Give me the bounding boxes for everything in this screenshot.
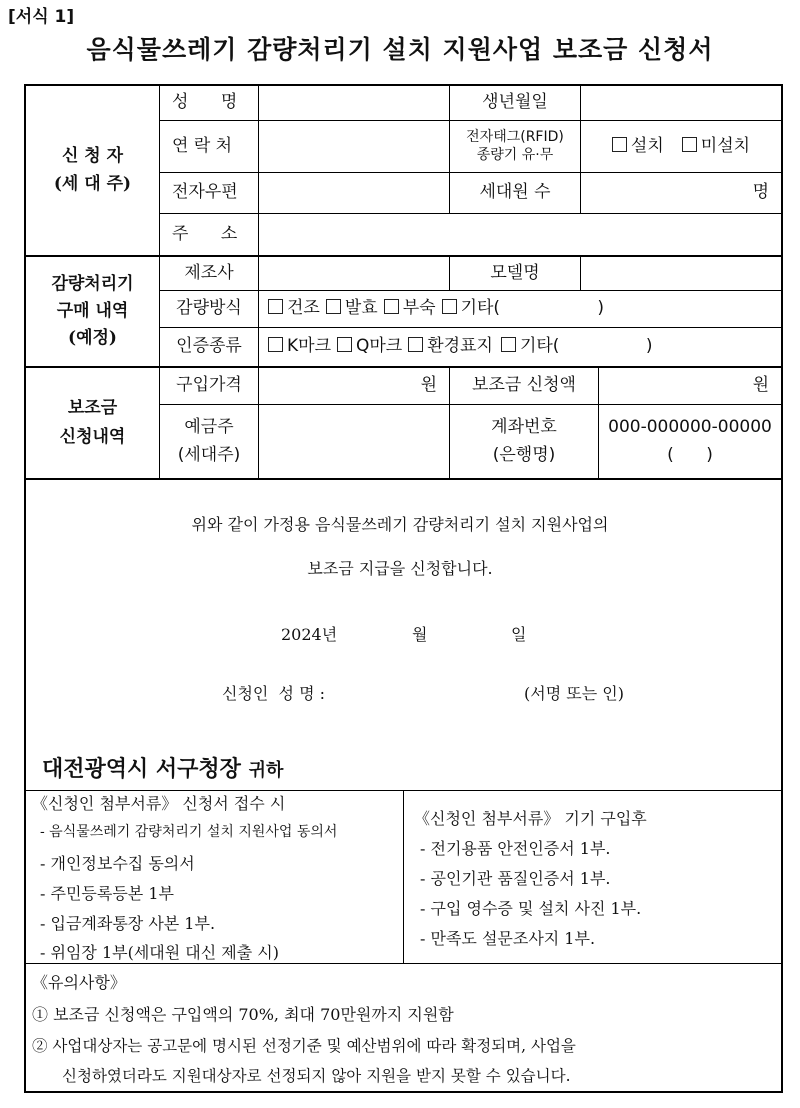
household-count-label: 세대원 수 [479,182,551,203]
request-label: 보조금 신청액 [472,375,576,396]
bank-name: ( ) [667,444,713,465]
attachment-item: - 공인기관 품질인증서 1부. [420,869,611,888]
model-field[interactable] [581,257,781,290]
attachment-item: - 음식물쓰레기 감량처리기 설치 지원사업 동의서 [40,824,338,840]
attachments-left-header: 《신청인 첨부서류》 신청서 접수 시 [32,794,286,813]
model-label: 모델명 [490,262,540,283]
cert-option-eco[interactable] [408,336,493,357]
declaration-line1: 위와 같이 가정용 음식물쓰레기 감량처리기 설치 지원사업의 [191,515,609,534]
attachment-item: - 전기용품 안전인증서 1부. [420,839,611,858]
date-year: 2024년 [281,625,338,644]
method-option-other-label: 기타( ) [460,298,604,319]
method-option-ferment-label: 발효 [344,298,378,319]
subsidy-section-line1: 보조금 [67,398,118,419]
address-field[interactable] [259,214,781,255]
phone-label: 연 락 처 [172,135,233,156]
checkbox-icon[interactable] [337,337,352,352]
account-label [450,405,598,478]
holder-label-line2: (세대주) [177,444,241,465]
recipient-suffix: 귀하 [248,760,284,781]
method-option-dry[interactable] [268,298,320,319]
email-field[interactable] [259,173,449,213]
attachment-item: - 개인정보수집 동의서 [40,854,195,873]
request-unit: 원 [752,375,769,396]
maker-label: 제조사 [184,262,234,283]
attachment-item: - 구입 영수증 및 설치 사진 1부. [420,899,642,918]
account-number: 000-000000-00000 [608,417,772,438]
cert-options [268,328,781,366]
attachment-item: - 만족도 설문조사지 1부. [420,929,596,948]
cert-label: 인증종류 [176,336,242,357]
declaration-line2: 보조금 지급을 신청합니다. [307,559,493,578]
checkbox-icon[interactable] [501,337,516,352]
checkbox-icon[interactable] [326,299,341,314]
attachment-item: - 입금계좌통장 사본 1부. [40,914,216,933]
signer-name-field[interactable] [380,676,510,704]
attachments-right-header: 《신청인 첨부서류》 기기 구입후 [414,809,647,828]
name-label: 성 명 [172,92,238,113]
purchase-section-label [26,257,159,366]
rfid-installed-option[interactable] [612,136,664,157]
checkbox-icon[interactable] [408,337,423,352]
cert-option-k-label: K마크 [287,336,331,357]
checkbox-icon[interactable] [268,337,283,352]
rfid-not-installed-option[interactable] [682,136,750,157]
signer-label: 신청인 성 명 : [222,684,326,703]
price-unit: 원 [420,375,437,396]
date-month: 월 [412,625,428,644]
recipient [42,752,283,783]
subsidy-section-line2: 신청내역 [59,427,126,447]
holder-label [160,405,258,478]
email-label: 전자우편 [172,182,238,203]
holder-field[interactable] [259,405,449,478]
price-label: 구입가격 [176,375,242,396]
applicant-section-subtitle: (세 대 주) [53,173,132,194]
form-number: [서식 1] [8,7,75,27]
checkbox-icon[interactable] [442,299,457,314]
method-option-ferment[interactable] [326,298,378,319]
applicant-section-title: 신 청 자 [61,146,124,167]
birth-label: 생년월일 [482,92,548,113]
method-option-dry-label: 건조 [287,298,320,319]
rfid-label-line2: 종량기 유·무 [476,146,554,163]
notes-header: 《유의사항》 [32,973,126,992]
note-item-2-continued: 신청하였더라도 지원대상자로 선정되지 않아 지원을 받지 못할 수 있습니다. [62,1067,571,1085]
rfid-installed-label: 설치 [630,135,664,156]
household-count-unit: 명 [752,182,769,203]
purchase-section-line2: 구매 내역 [56,300,129,321]
account-field[interactable] [599,405,781,478]
holder-label-line1: 예금주 [184,417,234,438]
cert-option-other-label: 기타( ) [519,336,653,357]
phone-field[interactable] [259,121,449,172]
account-label-line2: (은행명) [492,444,556,465]
purchase-section-line1: 감량처리기 [51,273,134,294]
method-label: 감량방식 [176,298,242,319]
cert-option-q-label: Q마크 [356,336,403,357]
checkbox-icon[interactable] [384,299,399,314]
method-options [268,291,781,327]
attachment-item: - 주민등록등본 1부 [40,884,174,903]
maker-field[interactable] [259,257,449,290]
checkbox-icon[interactable] [682,137,697,152]
cert-option-k[interactable] [268,336,331,357]
method-option-compost[interactable] [384,298,436,319]
note-item-1: ① 보조금 신청액은 구입액의 70%, 최대 70만원까지 지원함 [32,1005,454,1024]
method-option-other[interactable] [442,298,604,319]
birth-field[interactable] [581,86,781,120]
subsidy-section-label [26,368,159,478]
account-label-line1: 계좌번호 [491,417,557,438]
recipient-name: 대전광역시 서구청장 [42,756,241,782]
signature-note: (서명 또는 인) [524,684,624,703]
checkbox-icon[interactable] [268,299,283,314]
attachment-item: - 위임장 1부(세대원 대신 제출 시) [40,943,279,962]
address-label: 주 소 [172,223,238,244]
rfid-not-installed-label: 미설치 [700,135,751,156]
rfid-options [581,121,781,172]
applicant-section-label [26,86,159,255]
cert-option-eco-label: 환경표지 [427,336,493,357]
method-option-compost-label: 부숙 [402,298,436,319]
rfid-label-line1: 전자태그(RFID) [466,129,564,145]
rfid-label [450,121,580,172]
name-field[interactable] [259,86,449,120]
cert-option-q[interactable] [337,336,402,357]
cert-option-other[interactable] [501,336,653,357]
purchase-section-line3: (예정) [68,328,117,349]
note-item-2: ② 사업대상자는 공고문에 명시된 선정기준 및 예산범위에 따라 확정되며, 사업을 [32,1037,576,1055]
checkbox-icon[interactable] [612,137,627,152]
date-day: 일 [511,625,527,644]
page-title: 음식물쓰레기 감량처리기 설치 지원사업 보조금 신청서 [86,35,714,64]
